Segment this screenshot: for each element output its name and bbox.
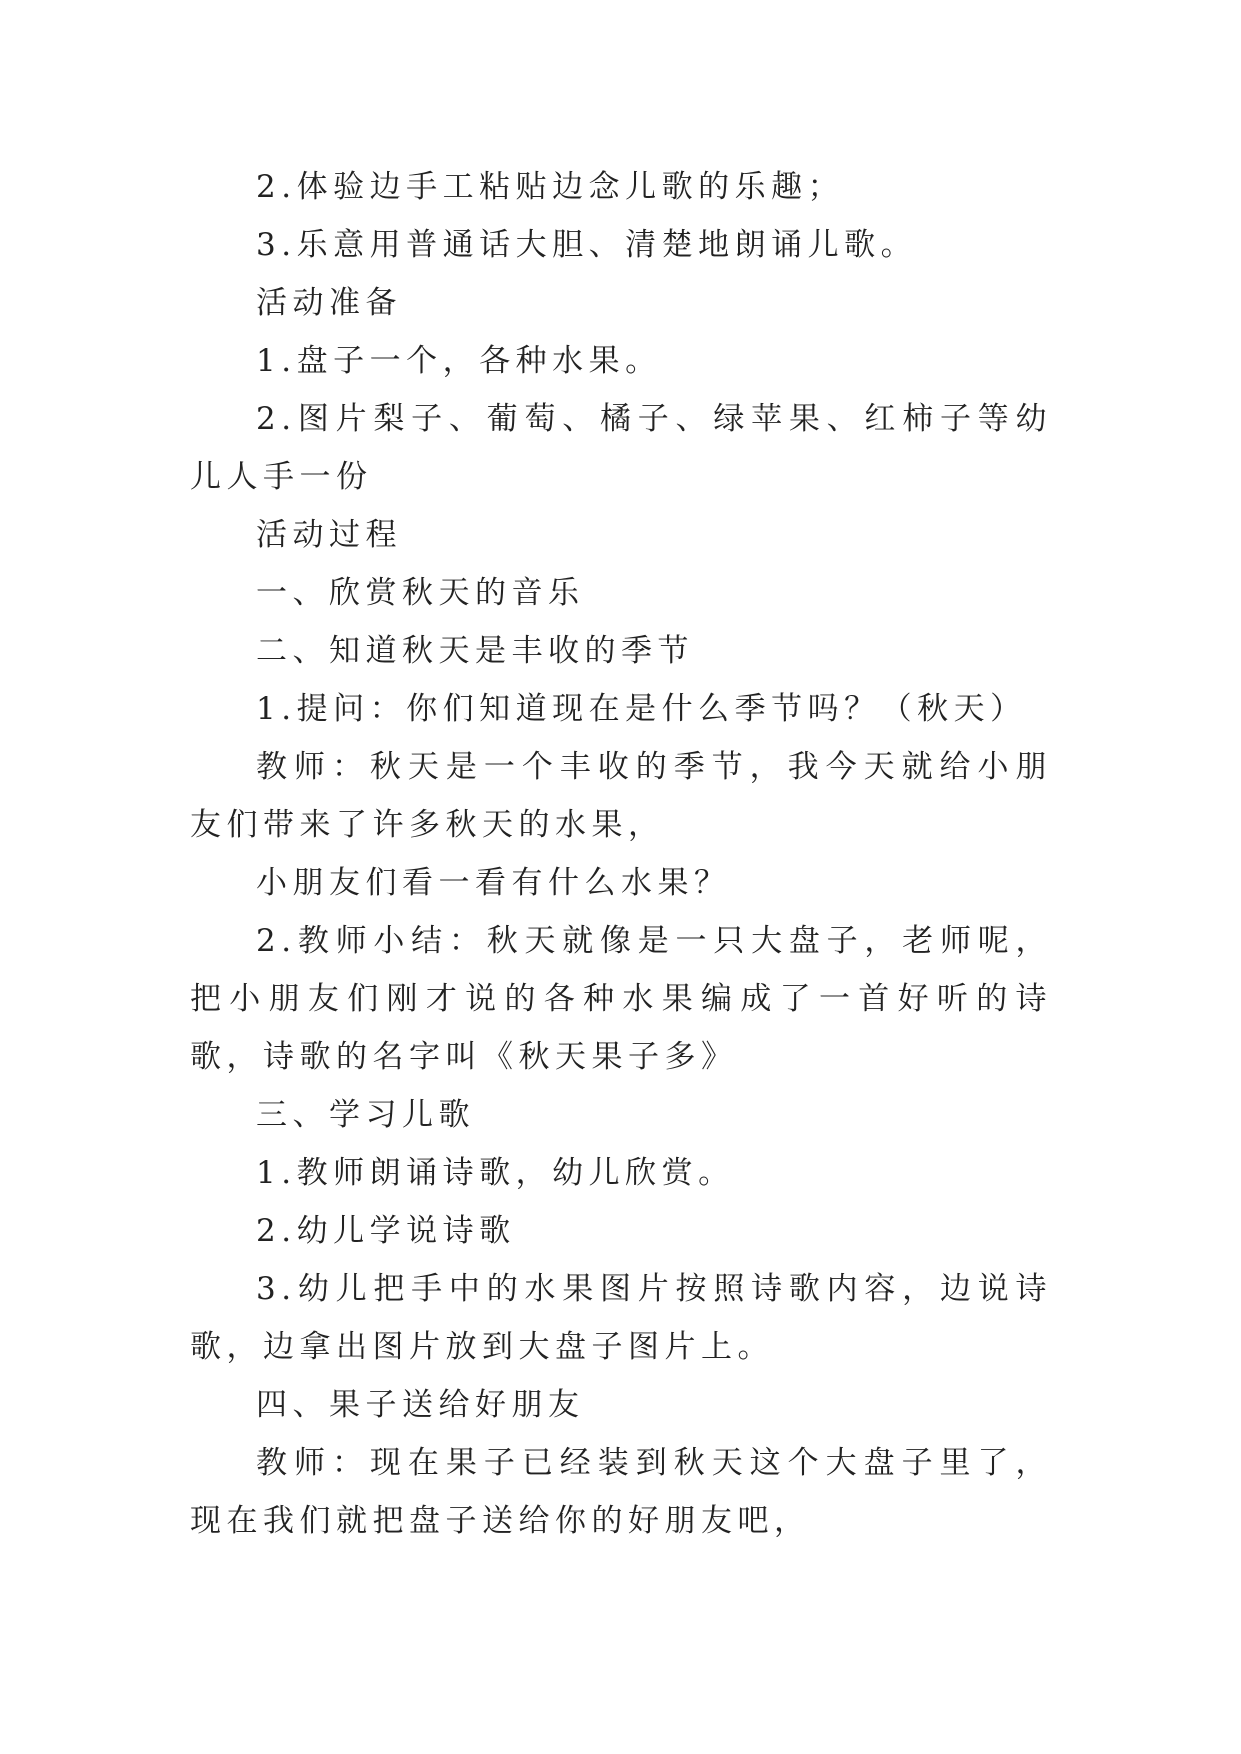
paragraph: 2.体验边手工粘贴边念儿歌的乐趣； xyxy=(256,169,845,205)
paragraph: 3.幼儿把手中的水果图片按照诗歌内容，边说诗歌，边拿出图片放到大盘子图片上。 xyxy=(190,1271,1052,1365)
paragraph: 1.提问：你们知道现在是什么季节吗？（秋天） xyxy=(256,691,1027,727)
section-heading: 三、学习儿歌 xyxy=(256,1097,475,1133)
paragraph: 教师：秋天是一个丰收的季节，我今天就给小朋友们带来了许多秋天的水果， xyxy=(190,749,1052,843)
section-heading: 活动准备 xyxy=(256,285,402,321)
paragraph: 教师：现在果子已经装到秋天这个大盘子里了，现在我们就把盘子送给你的好朋友吧， xyxy=(190,1445,1052,1539)
document-body xyxy=(190,158,1052,1550)
paragraph: 2.图片梨子、葡萄、橘子、绿苹果、红柿子等幼儿人手一份 xyxy=(190,401,1052,495)
section-heading: 活动过程 xyxy=(256,517,402,553)
paragraph: 3.乐意用普通话大胆、清楚地朗诵儿歌。 xyxy=(256,227,918,263)
section-heading: 二、知道秋天是丰收的季节 xyxy=(256,633,694,669)
paragraph: 1.教师朗诵诗歌，幼儿欣赏。 xyxy=(256,1155,735,1191)
paragraph: 小朋友们看一看有什么水果？ xyxy=(256,865,731,901)
section-heading: 四、果子送给好朋友 xyxy=(256,1387,585,1423)
paragraph: 1.盘子一个，各种水果。 xyxy=(256,343,662,379)
paragraph: 2.教师小结：秋天就像是一只大盘子，老师呢，把小朋友们刚才说的各种水果编成了一首好听的诗歌，诗歌的名字叫《秋天果子多》 xyxy=(190,923,1052,1075)
section-heading: 一、欣赏秋天的音乐 xyxy=(256,575,585,611)
paragraph: 2.幼儿学说诗歌 xyxy=(256,1213,516,1249)
